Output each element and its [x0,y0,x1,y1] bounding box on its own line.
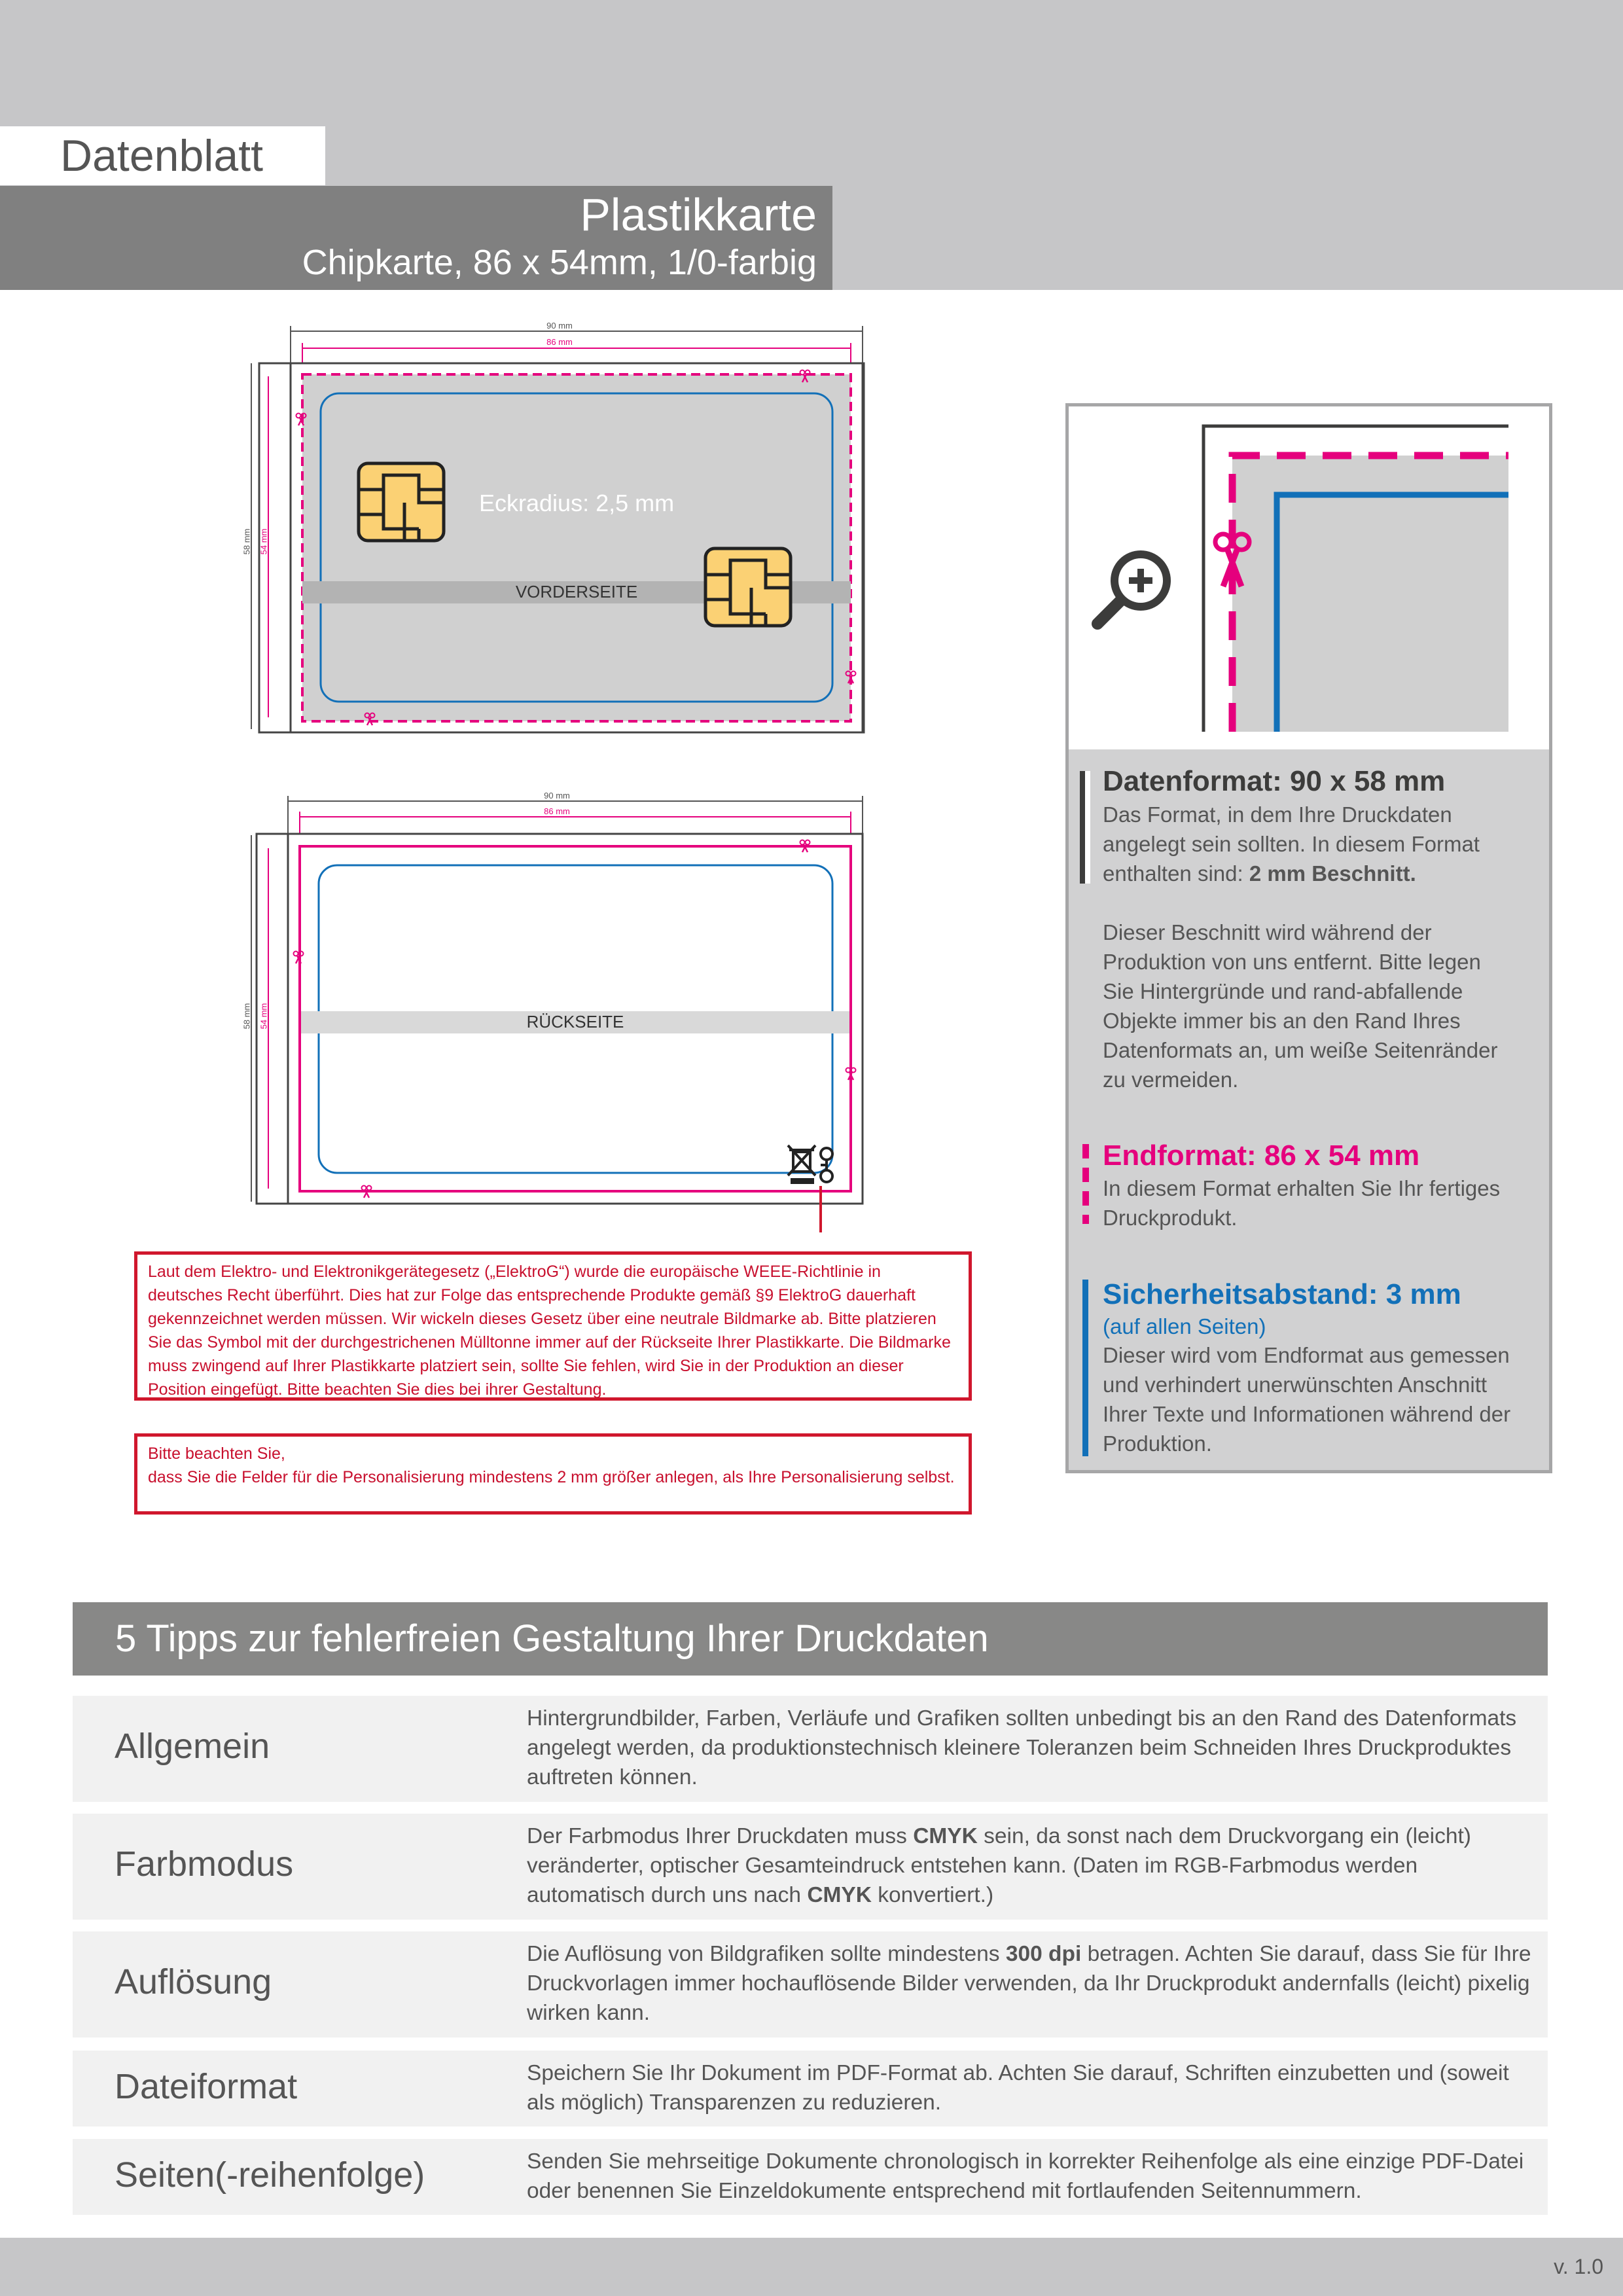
version-label: v. 1.0 [1554,2255,1603,2278]
tip-row-seiten [73,2139,1548,2215]
sicherheit-text: Dieser wird vom Endformat aus gemessen und verhindert unerwünschten Anschnitt Ihrer Texte und Informationen während der Produktion. [1103,1343,1511,1456]
personalisation-note-line1: Bitte beachten Sie, [148,1444,285,1463]
tip-text-part: sein, da sonst nach dem Druckvorgang ein (leicht) veränderter, optischer Gesamteindruck entstehen kann. (Daten im RGB-Farbmodus werden automatisch durch uns nach [527,1824,1471,1907]
tip-text-bold: CMYK [913,1824,978,1848]
datenformat-text [1103,800,1522,888]
endformat-title: Endformat: 86 x 54 mm [1103,1139,1420,1172]
datenformat-title: Datenformat: 90 x 58 mm [1103,765,1446,797]
back-dim-height-inner: 54 mm [259,1003,269,1030]
tip-text-bold: 300 dpi [1005,1942,1082,1966]
tip-label: Allgemein [115,1727,270,1766]
front-dim-height-inner: 54 mm [259,528,269,555]
tip-text-part: Die Auflösung von Bildgrafiken sollte mindestens [527,1942,1006,1966]
tip-row-aufloesung [73,1931,1548,2037]
front-side-label: VORDERSEITE [515,582,638,601]
back-dim-height-outer: 58 mm [241,1003,252,1030]
tip-label: Auflösung [115,1962,272,2001]
tip-text: Senden Sie mehrseitige Dokumente chronologisch in korrekter Reihenfolge als eine einzige PDF-Datei oder benennen Sie Einzeldokumente entsprechend mit fortlaufenden Seitennummern. [527,2149,1524,2203]
datenformat-marker-inner [1085,771,1090,884]
endformat-marker [1082,1144,1089,1224]
tips-title: 5 Tipps zur fehlerfreien Gestaltung Ihrer Druckdaten [115,1617,989,1660]
back-dim-width-inner: 86 mm [544,806,570,816]
tip-label: Dateiformat [115,2067,298,2106]
page-subtitle: Chipkarte, 86 x 54mm, 1/0-farbig [302,243,817,282]
datenformat-marker [1080,771,1085,884]
front-dim-height-outer: 58 mm [241,528,252,555]
tip-label: Seiten(-reihenfolge) [115,2155,425,2195]
tip-text-part: konvertiert.) [871,1883,994,1907]
tip-text: Hintergrundbilder, Farben, Verläufe und Grafiken sollten unbedingt bis an den Rand des Datenformats angelegt werden, da produktionstechnisch kleinere Toleranzen beim Schneiden Ihres Druckproduktes auftreten können. [527,1706,1517,1789]
sicherheit-subtitle: (auf allen Seiten) [1103,1314,1266,1338]
back-side-label: RÜCKSEITE [526,1012,624,1031]
back-dim-width-outer: 90 mm [544,791,570,800]
tip-text-bold: CMYK [807,1883,872,1907]
tip-label: Farbmodus [115,1844,294,1884]
tip-text-part: betragen. Achten Sie darauf, dass Sie für Ihre Druckvorlagen immer hochauflösende Bilder verwenden, da Ihr Druckprodukt andernfalls (leicht) pixelig wirken kann. [527,1942,1531,2025]
zoom-detail [1069,406,1549,749]
tip-text [527,1939,1535,2028]
datenformat-text-2: Dieser Beschnitt wird während der Produktion von uns entfernt. Bitte legen Sie Hintergründe und rand-abfallende Objekte immer bis an den Rand Ihres Datenformats an, um weiße Seitenränder zu vermeiden. [1103,920,1498,1092]
card-diagrams [0,290,1047,1232]
datenblatt-label: Datenblatt [60,131,263,181]
page-title: Plastikkarte [580,189,817,240]
weee-note [134,1251,972,1401]
datenformat-text-bold: 2 mm Beschnitt. [1249,861,1416,886]
front-dim-width-inner: 86 mm [546,337,573,347]
tip-text: Speichern Sie Ihr Dokument im PDF-Format ab. Achten Sie darauf, Schriften einzubetten und (soweit als möglich) Transparenzen zu reduzieren. [527,2061,1509,2115]
zoom-in-icon [1097,550,1171,624]
sicherheit-marker [1082,1280,1088,1456]
tip-row-farbmodus [73,1814,1548,1920]
sicherheit-title: Sicherheitsabstand: 3 mm [1103,1278,1461,1310]
endformat-text: In diesem Format erhalten Sie Ihr fertiges Druckprodukt. [1103,1176,1501,1230]
personalisation-note-line2: dass Sie die Felder für die Personalisierung mindestens 2 mm größer anlegen, als Ihre Personalisierung selbst. [148,1468,955,1486]
front-dim-width-outer: 90 mm [546,321,573,331]
tip-text [527,1821,1535,1910]
tip-row-dateiformat [73,2051,1548,2126]
front-card-diagram [251,326,864,732]
personalisation-note [134,1433,972,1515]
tip-text-part: Der Farbmodus Ihrer Druckdaten muss [527,1824,914,1848]
corner-radius-label: Eckradius: 2,5 mm [479,490,675,516]
footer-band [0,2238,1623,2296]
weee-note-text: Laut dem Elektro- und Elektronikgerätegesetz („ElektroG“) wurde die europäische WEEE-Richtlinie in deutsches Recht überführt. Dies hat zur Folge das entsprechende Produkte gemäß §9 ElektroG dauerhaft gekennzeichnet werden müssen. Wir wickeln dieses Gesetz über eine neutrale Bildmarke ab. Bitte platzieren Sie das Symbol mit der durchgestrichenen Mülltonne immer auf der Rückseite Ihrer Plastikkarte. Die Bildmarke muss zwingend auf Ihrer Plastikkarte platziert sein, sollte Sie fehlen, wird Sie in der Produktion an dieser Position eingefügt. Bitte beachten Sie dies bei ihrer Gestaltung. [148,1263,951,1399]
tip-row-allgemein [73,1696,1548,1802]
datenformat-text-part: Das Format, in dem Ihre Druckdaten angelegt sein sollten. In diesem Format enthalten sind: [1103,802,1480,886]
